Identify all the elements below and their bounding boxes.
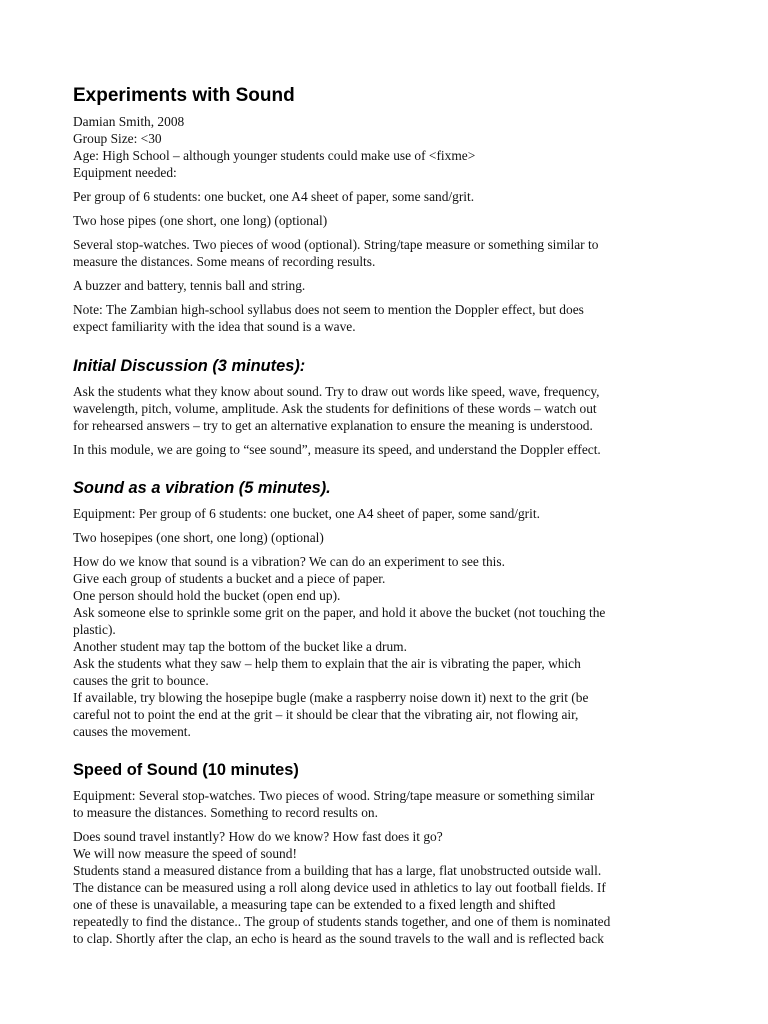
text-line: A buzzer and battery, tennis ball and string.	[73, 278, 306, 293]
text-line: Several stop-watches. Two pieces of wood (optional). String/tape measure or something similar to	[73, 237, 599, 252]
text-line: One person should hold the bucket (open end up).	[73, 588, 341, 603]
group-size-line: Group Size: <30	[73, 131, 162, 146]
equipment-list	[73, 188, 703, 335]
section-heading-speed-of-sound: Speed of Sound (10 minutes)	[73, 761, 299, 779]
document-title: Experiments with Sound	[73, 85, 295, 106]
text-line: one of these is unavailable, a measuring tape can be extended to a fixed length and shifted	[73, 897, 556, 912]
text-line: Per group of 6 students: one bucket, one A4 sheet of paper, some sand/grit.	[73, 189, 475, 204]
text-line: repeatedly to find the distance.. The group of students stands together, and one of them is nominated	[73, 914, 611, 929]
section-heading-sound-vibration: Sound as a vibration (5 minutes).	[73, 479, 331, 497]
document-page	[73, 84, 703, 947]
section-heading-initial-discussion: Initial Discussion (3 minutes):	[73, 357, 306, 375]
text-line: Two hose pipes (one short, one long) (optional)	[73, 213, 328, 228]
syllabus-note	[73, 301, 703, 335]
text-line: Ask the students what they saw – help them to explain that the air is vibrating the paper, which	[73, 656, 581, 671]
text-line: for rehearsed answers – try to get an alternative explanation to ensure the meaning is understood.	[73, 418, 593, 433]
text-line: Another student may tap the bottom of the bucket like a drum.	[73, 639, 407, 654]
text-line: Does sound travel instantly? How do we know? How fast does it go?	[73, 829, 443, 844]
equipment-item	[73, 277, 703, 294]
text-line: to measure the distances. Something to record results on.	[73, 805, 378, 820]
text-line: Equipment: Per group of 6 students: one bucket, one A4 sheet of paper, some sand/grit.	[73, 506, 540, 521]
text-line: expect familiarity with the idea that sound is a wave.	[73, 319, 356, 334]
document-meta	[73, 113, 703, 181]
section-paragraph	[73, 553, 703, 740]
text-line: How do we know that sound is a vibration? We can do an experiment to see this.	[73, 554, 505, 569]
section-paragraph	[73, 529, 703, 546]
text-line: If available, try blowing the hosepipe bugle (make a raspberry noise down it) next to the grit (be	[73, 690, 589, 705]
text-line: Students stand a measured distance from a building that has a large, flat unobstructed outside wall.	[73, 863, 602, 878]
text-line: measure the distances. Some means of recording results.	[73, 254, 376, 269]
equipment-item	[73, 212, 703, 229]
text-line: wavelength, pitch, volume, amplitude. Ask the students for definitions of these words – watch out	[73, 401, 597, 416]
section-paragraph	[73, 787, 703, 821]
section-paragraph	[73, 441, 703, 458]
text-line: Give each group of students a bucket and a piece of paper.	[73, 571, 386, 586]
section-paragraph	[73, 383, 703, 434]
text-line: to clap. Shortly after the clap, an echo is heard as the sound travels to the wall and is reflected back	[73, 931, 604, 946]
text-line: Note: The Zambian high-school syllabus does not seem to mention the Doppler effect, but does	[73, 302, 584, 317]
age-line: Age: High School – although younger students could make use of <fixme>	[73, 148, 476, 163]
text-line: We will now measure the speed of sound!	[73, 846, 297, 861]
text-line: In this module, we are going to “see sound”, measure its speed, and understand the Doppler effect.	[73, 442, 601, 457]
text-line: Ask the students what they know about sound. Try to draw out words like speed, wave, frequency,	[73, 384, 600, 399]
equipment-item	[73, 188, 703, 205]
section-paragraph	[73, 828, 703, 947]
text-line: plastic).	[73, 622, 116, 637]
text-line: causes the movement.	[73, 724, 191, 739]
equipment-heading: Equipment needed:	[73, 165, 177, 180]
author-line: Damian Smith, 2008	[73, 114, 185, 129]
text-line: careful not to point the end at the grit – it should be clear that the vibrating air, not flowing air,	[73, 707, 579, 722]
text-line: Equipment: Several stop-watches. Two pieces of wood. String/tape measure or something similar	[73, 788, 595, 803]
text-line: The distance can be measured using a roll along device used in athletics to lay out football fields. If	[73, 880, 606, 895]
section-paragraph	[73, 505, 703, 522]
text-line: Ask someone else to sprinkle some grit on the paper, and hold it above the bucket (not touching the	[73, 605, 606, 620]
equipment-item	[73, 236, 703, 270]
text-line: causes the grit to bounce.	[73, 673, 209, 688]
text-line: Two hosepipes (one short, one long) (optional)	[73, 530, 324, 545]
